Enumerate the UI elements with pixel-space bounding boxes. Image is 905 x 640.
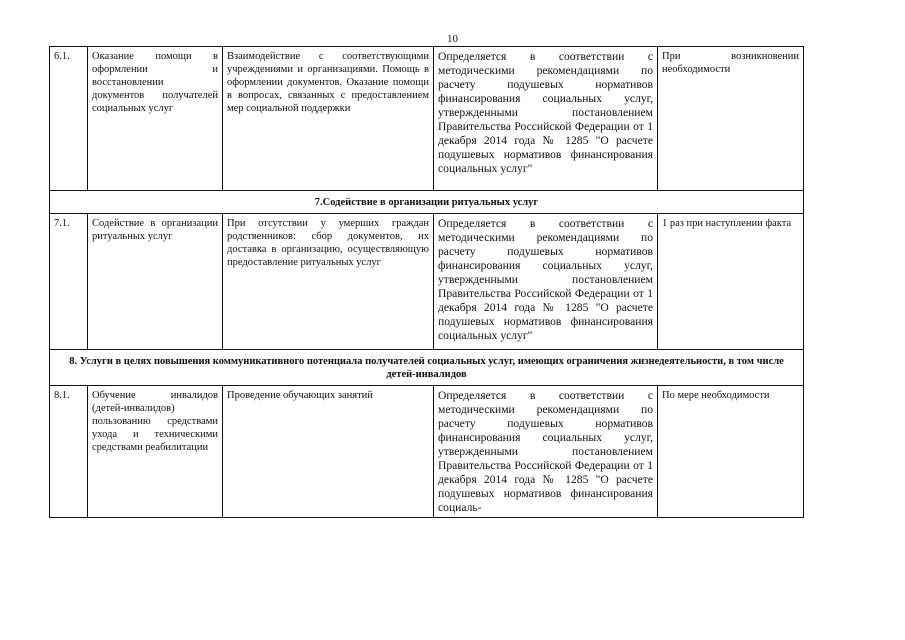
service-name: Обучение инвалидов (детей-инвалидов) пользованию средствами ухода и техническими средствами реабилитации [88, 386, 223, 518]
row-number: 7.1. [50, 214, 88, 350]
row-number: 8.1. [50, 386, 88, 518]
service-description: Проведение обучающих занятий [223, 386, 434, 518]
cost-method: Определяется в соответствии с методическими рекомендациями по расчету подушевых нормативов финансирования социальных услуг, утвержденными постановлением Правительства Российской Федерации от 1 декабря 2014 года № 1285 "О расчете подушевых нормативов финансирования социальных услуг" [434, 214, 658, 350]
service-periodicity: По мере необходимости [658, 386, 804, 518]
cost-method: Определяется в соответствии с методическими рекомендациями по расчету подушевых нормативов финансирования социальных услуг, утвержденными постановлением Правительства Российской Федерации от 1 декабря 2014 года № 1285 "О расчете подушевых нормативов финансирования социаль- [434, 386, 658, 518]
cost-method: Определяется в соответствии с методическими рекомендациями по расчету подушевых нормативов финансирования социальных услуг, утвержденными постановлением Правительства Российской Федерации от 1 декабря 2014 года № 1285 "О расчете подушевых нормативов финансирования социальных услуг" [434, 47, 658, 191]
table-row [50, 214, 804, 350]
service-periodicity: При возникновении необходимости [658, 47, 804, 191]
service-description: Взаимодействие с соответствующими учреждениями и организациями. Помощь в оформлении документов. Оказание помощи в вопросах, связанных с предоставлением мер социальной поддержки [223, 47, 434, 191]
service-name: Содействие в организации ритуальных услуг [88, 214, 223, 350]
service-periodicity: 1 раз при наступлении факта [658, 214, 804, 350]
section-title: 8. Услуги в целях повышения коммуникативного потенциала получателей социальных услуг, имеющих ограничения жизнедеятельности, в том числе детей-инвалидов [50, 350, 804, 386]
service-name: Оказание помощи в оформлении и восстановлении документов получателей социальных услуг [88, 47, 223, 191]
table-row [50, 386, 804, 518]
section-header-row [50, 350, 804, 386]
table-row [50, 47, 804, 191]
section-header-row [50, 191, 804, 214]
services-table [49, 46, 804, 518]
page-number: 10 [447, 33, 458, 45]
section-title: 7.Содействие в организации ритуальных услуг [50, 191, 804, 214]
service-description: При отсутствии у умерших граждан родственников: сбор документов, их доставка в организацию, осуществляющую предоставление ритуальных услуг [223, 214, 434, 350]
row-number: 6.1. [50, 47, 88, 191]
